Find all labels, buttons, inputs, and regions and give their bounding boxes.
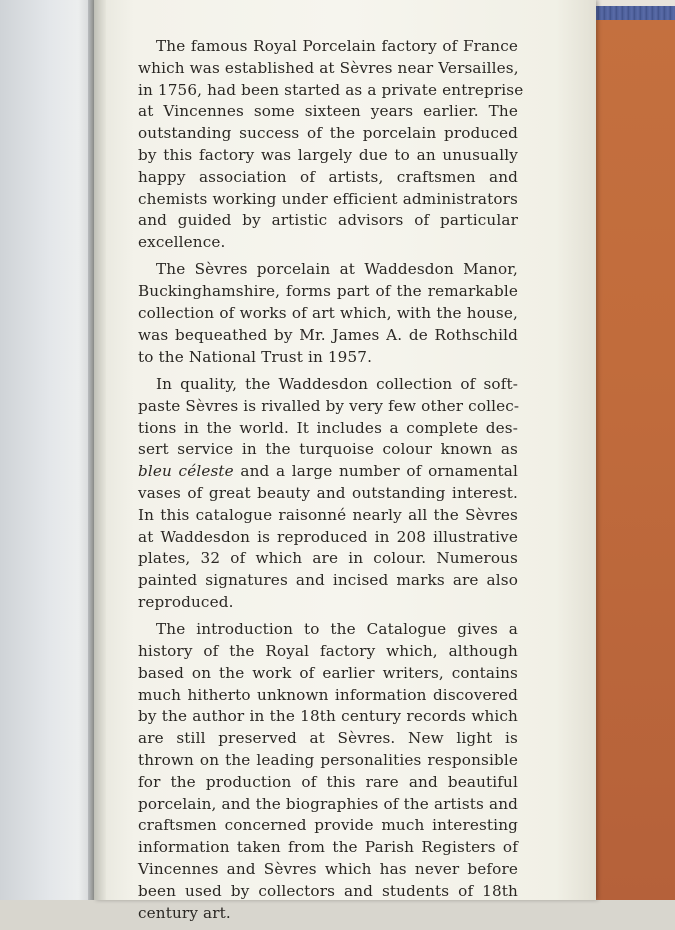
text-line: Buckinghamshire, forms part of the remarkable: [138, 282, 518, 301]
paragraph-3: [138, 374, 518, 614]
flap-text: [138, 36, 524, 930]
text-line: century art.: [138, 903, 231, 922]
text-line: thrown on the leading personalities responsible: [138, 751, 518, 769]
text-line: reproduced.: [138, 592, 234, 611]
text-line: Vincennes and Sèvres which has never before: [138, 859, 518, 878]
text-line: been used by collectors and students of 18th: [138, 881, 518, 900]
text-line: and guided by artistic advisors of particular: [138, 211, 518, 230]
text-line: by this factory was largely due to an unusually: [138, 145, 518, 164]
text-line-rest: and a large number of ornamental: [240, 462, 518, 481]
paragraph-1: [138, 36, 524, 254]
text-line: [138, 461, 518, 483]
paragraph-2: [138, 259, 518, 368]
paragraph-4: [138, 619, 518, 924]
text-line: vases of great beauty and outstanding interest.: [138, 483, 518, 502]
text-line: outstanding success of the porcelain produced: [138, 124, 518, 143]
text-line: which was established at Sèvres near Versailles,: [138, 58, 519, 77]
text-line: The introduction to the Catalogue gives a: [156, 620, 518, 639]
text-line: for the production of this rare and beautiful: [138, 772, 518, 791]
text-line: was bequeathed by Mr. James A. de Rothschild: [138, 325, 518, 344]
text-line: In quality, the Waddesdon collection of soft-: [156, 374, 518, 393]
text-line: painted signatures and incised marks are also: [138, 571, 518, 590]
text-line: happy association of artists, craftsmen and: [138, 167, 518, 186]
text-line: are still preserved at Sèvres. New light is: [138, 729, 518, 748]
text-line: based on the work of earlier writers, contains: [138, 663, 518, 682]
text-line: in 1756, had been started as a private entreprise: [138, 80, 524, 99]
text-line: sert service in the turquoise colour known as: [138, 440, 518, 459]
text-line: much hitherto unknown information discovered: [138, 685, 518, 704]
text-line: collection of works of art which, with the house,: [138, 304, 518, 323]
text-line: information taken from the Parish Registers of: [138, 838, 518, 857]
text-line: In this catalogue raisonné nearly all the Sèvres: [138, 505, 518, 524]
text-line: craftsmen concerned provide much interesting: [138, 816, 518, 835]
text-line: The Sèvres porcelain at Waddesdon Manor,: [156, 260, 518, 279]
text-line: by the author in the 18th century records which: [138, 707, 518, 726]
text-line: chemists working under efficient administrators: [138, 189, 518, 208]
text-line: porcelain, and the biographies of the artists and: [138, 794, 518, 813]
flap-fold-edge: [94, 0, 106, 900]
text-line: at Waddesdon is reproduced in 208 illustrative: [138, 527, 518, 546]
text-line: The famous Royal Porcelain factory of France: [156, 37, 518, 55]
text-line: paste Sèvres is rivalled by very few other collec-: [138, 396, 520, 415]
italic-term: bleu céleste: [138, 462, 234, 481]
text-line: excellence.: [138, 233, 226, 252]
text-line: tions in the world. It includes a complete des-: [138, 418, 518, 437]
text-line: at Vincennes some sixteen years earlier. The: [138, 102, 518, 121]
text-line: to the National Trust in 1957.: [138, 347, 373, 366]
text-line: history of the Royal factory which, although: [138, 642, 518, 661]
text-line: plates, 32 of which are in colour. Numerous: [138, 549, 518, 568]
adjacent-page: [0, 0, 92, 900]
